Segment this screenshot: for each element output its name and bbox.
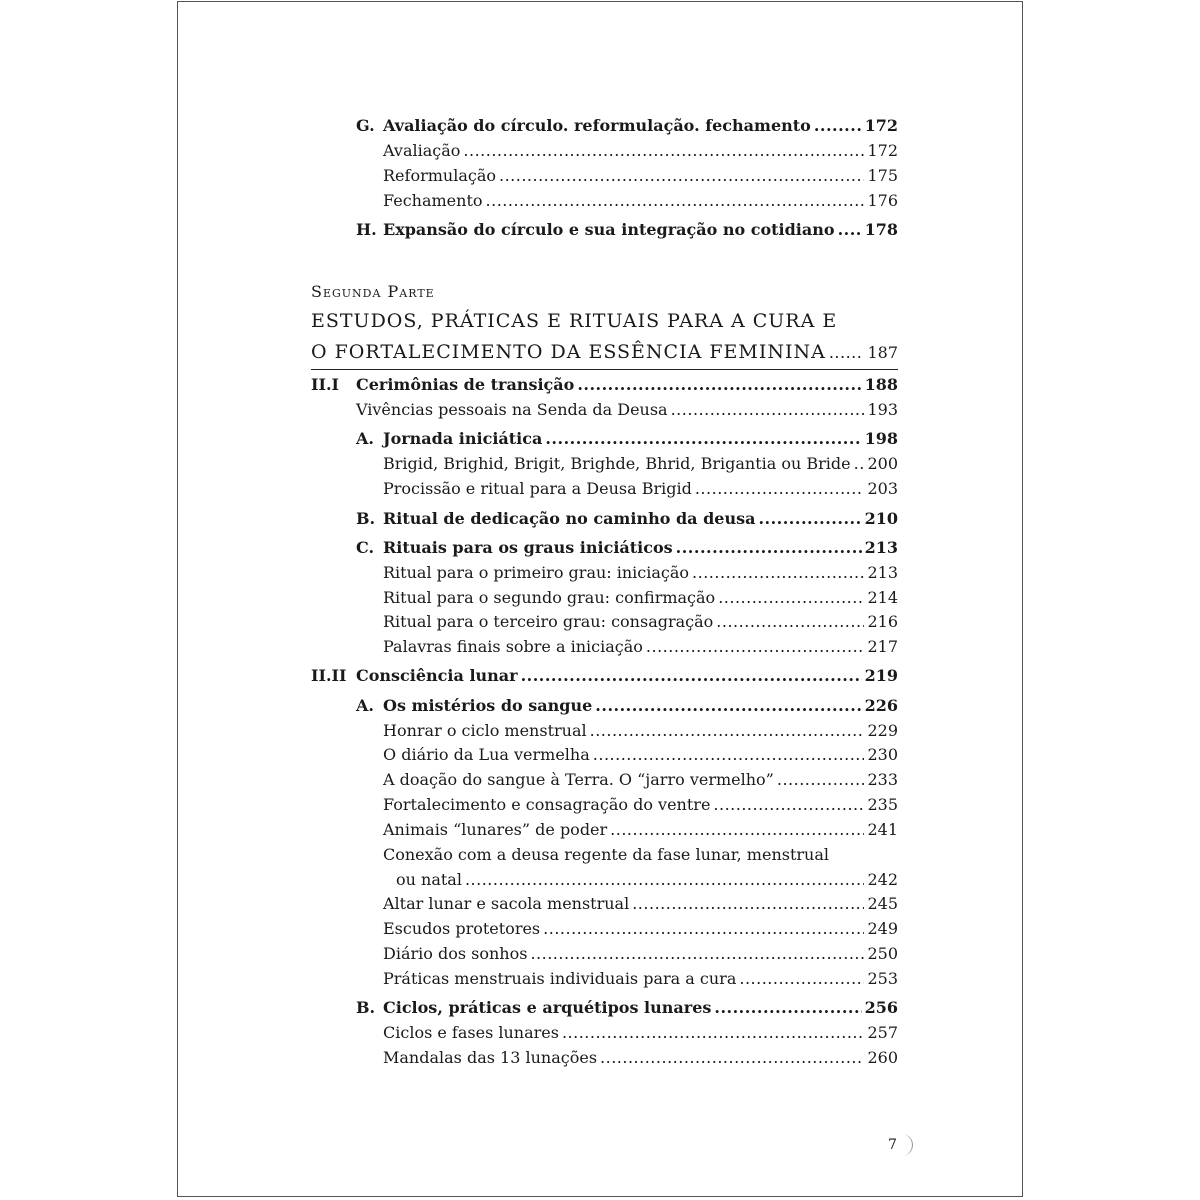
toc-leader-dots [676, 538, 862, 558]
toc-entry-title: Práticas menstruais individuais para a cura [383, 969, 737, 988]
toc-leader-dots [692, 563, 864, 583]
toc-page-number: 257 [867, 1023, 898, 1042]
toc-leader-dots [465, 870, 865, 890]
toc-entry-title: Brigid, Brighid, Brigit, Brighde, Bhrid, Brigantia ou Bride [383, 454, 851, 473]
toc-leader-dots [595, 696, 861, 716]
toc-marker: H. [356, 220, 377, 239]
toc-page-number: 198 [864, 429, 898, 448]
toc-leader-dots [838, 220, 862, 240]
toc-entry-title: Animais “lunares” de poder [383, 820, 608, 839]
crescent-moon-icon [896, 1132, 918, 1158]
toc-entry-title: A doação do sangue à Terra. O “jarro vermelho” [383, 770, 774, 789]
toc-entry-title: Jornada iniciática [383, 429, 543, 448]
toc-entry-title: O diário da Lua vermelha [383, 745, 590, 764]
toc-entry-title: ou natal [396, 870, 462, 889]
toc-page-number: 242 [867, 870, 898, 889]
toc-leader-dots [590, 721, 865, 741]
toc-leader-dots [814, 116, 862, 136]
toc-page-number: 175 [867, 166, 898, 185]
toc-page-number: 176 [867, 191, 898, 210]
toc-entry-title: Os mistérios do sangue [383, 696, 593, 715]
toc-entry-title: Altar lunar e sacola menstrual [383, 894, 630, 913]
toc-entry-title: Avaliação [383, 141, 461, 160]
toc-page-number: 253 [867, 969, 898, 988]
toc-page-number: 203 [867, 479, 898, 498]
toc-leader-dots [646, 637, 865, 657]
toc-entry-title: Palavras finais sobre a iniciação [383, 637, 643, 656]
toc-leader-dots [499, 166, 864, 186]
part-label: Segunda Parte [311, 282, 435, 301]
toc-page-number: 250 [867, 944, 898, 963]
toc-page-number: 213 [867, 563, 898, 582]
toc-entry-title: Rituais para os graus iniciáticos [383, 538, 673, 557]
toc-entry-title: Ritual de dedicação no caminho da deusa [383, 509, 756, 528]
toc-page-number: 216 [867, 612, 898, 631]
toc-page-number: 187 [867, 343, 898, 362]
toc-page-number: 245 [867, 894, 898, 913]
book-page [177, 1, 1023, 1197]
toc-entry-title: Fortalecimento e consagração do ventre [383, 795, 711, 814]
toc-entry-title: Mandalas das 13 lunações [383, 1048, 598, 1067]
toc-entry-title: Escudos protetores [383, 919, 541, 938]
toc-page-number: 260 [867, 1048, 898, 1067]
toc-entry-title: Ritual para o segundo grau: confirmação [383, 588, 716, 607]
toc-page-number: 210 [864, 509, 898, 528]
toc-leader-dots [758, 509, 861, 529]
toc-entry-title-line-1: Conexão com a deusa regente da fase lunar, menstrual [383, 845, 829, 864]
toc-entry-title: Ritual para o terceiro grau: consagração [383, 612, 714, 631]
toc-entry-title: Avaliação do círculo. reformulação. fechamento [383, 116, 811, 135]
toc-marker: B. [356, 998, 376, 1017]
toc-entry-title: Cerimônias de transição [356, 375, 575, 394]
toc-page-number: 188 [864, 375, 898, 394]
toc-leader-dots [486, 191, 865, 211]
toc-leader-dots [600, 1048, 864, 1068]
toc-page-number: 178 [864, 220, 898, 239]
toc-marker: B. [356, 509, 376, 528]
page-number: 7 [888, 1137, 897, 1153]
toc-page-number: 219 [864, 666, 898, 685]
toc-leader-dots [543, 919, 864, 939]
toc-entry-title: Ciclos, práticas e arquétipos lunares [383, 998, 712, 1017]
toc-leader-dots [632, 894, 864, 914]
toc-marker: G. [356, 116, 375, 135]
toc-entry-title: Procissão e ritual para a Deusa Brigid [383, 479, 692, 498]
toc-marker: II.II [311, 666, 347, 685]
toc-entry-title: Ciclos e fases lunares [383, 1023, 559, 1042]
toc-leader-dots [545, 429, 861, 449]
toc-leader-dots [695, 479, 865, 499]
toc-marker: C. [356, 538, 375, 557]
divider [311, 369, 898, 370]
toc-leader-dots [530, 944, 864, 964]
toc-page-number: 230 [867, 745, 898, 764]
toc-leader-dots [854, 454, 865, 474]
toc-page-number: 193 [867, 400, 898, 419]
toc-page-number: 213 [864, 538, 898, 557]
toc-page-number: 217 [867, 637, 898, 656]
toc-page-number: 241 [867, 820, 898, 839]
toc-page-number: 172 [864, 116, 898, 135]
toc-page-number: 249 [867, 919, 898, 938]
toc-leader-dots [713, 795, 864, 815]
toc-entry-title: Vivências pessoais na Senda da Deusa [356, 400, 668, 419]
toc-leader-dots [593, 745, 865, 765]
toc-leader-dots [829, 341, 865, 365]
toc-page-number: 235 [867, 795, 898, 814]
toc-leader-dots [739, 969, 864, 989]
toc-entry-title: Fechamento [383, 191, 483, 210]
toc-leader-dots [562, 1023, 865, 1043]
toc-marker: II.I [311, 375, 340, 394]
part-title-line-1: ESTUDOS, PRÁTICAS E RITUAIS PARA A CURA E [311, 310, 838, 332]
toc-marker: A. [356, 429, 374, 448]
toc-leader-dots [714, 998, 861, 1018]
toc-page-number: 214 [867, 588, 898, 607]
toc-entry-title: Ritual para o primeiro grau: iniciação [383, 563, 690, 582]
toc-leader-dots [718, 588, 864, 608]
toc-marker: A. [356, 696, 374, 715]
toc-leader-dots [521, 666, 862, 686]
toc-entry-title: Expansão do círculo e sua integração no cotidiano [383, 220, 835, 239]
toc-leader-dots [716, 612, 864, 632]
toc-page-number: 256 [864, 998, 898, 1017]
table-of-contents [178, 2, 1022, 1196]
toc-page-number: 200 [867, 454, 898, 473]
part-title-line-2: O FORTALECIMENTO DA ESSÊNCIA FEMININA [311, 341, 826, 363]
toc-entry-title: Reformulação [383, 166, 496, 185]
toc-page-number: 172 [867, 141, 898, 160]
toc-page-number: 226 [864, 696, 898, 715]
toc-leader-dots [777, 770, 865, 790]
toc-leader-dots [463, 141, 864, 161]
toc-leader-dots [671, 400, 865, 420]
toc-leader-dots [577, 375, 861, 395]
toc-entry-title: Consciência lunar [356, 666, 518, 685]
toc-page-number: 229 [867, 721, 898, 740]
toc-page-number: 233 [867, 770, 898, 789]
toc-leader-dots [610, 820, 864, 840]
toc-entry-title: Honrar o ciclo menstrual [383, 721, 587, 740]
toc-entry-title: Diário dos sonhos [383, 944, 528, 963]
